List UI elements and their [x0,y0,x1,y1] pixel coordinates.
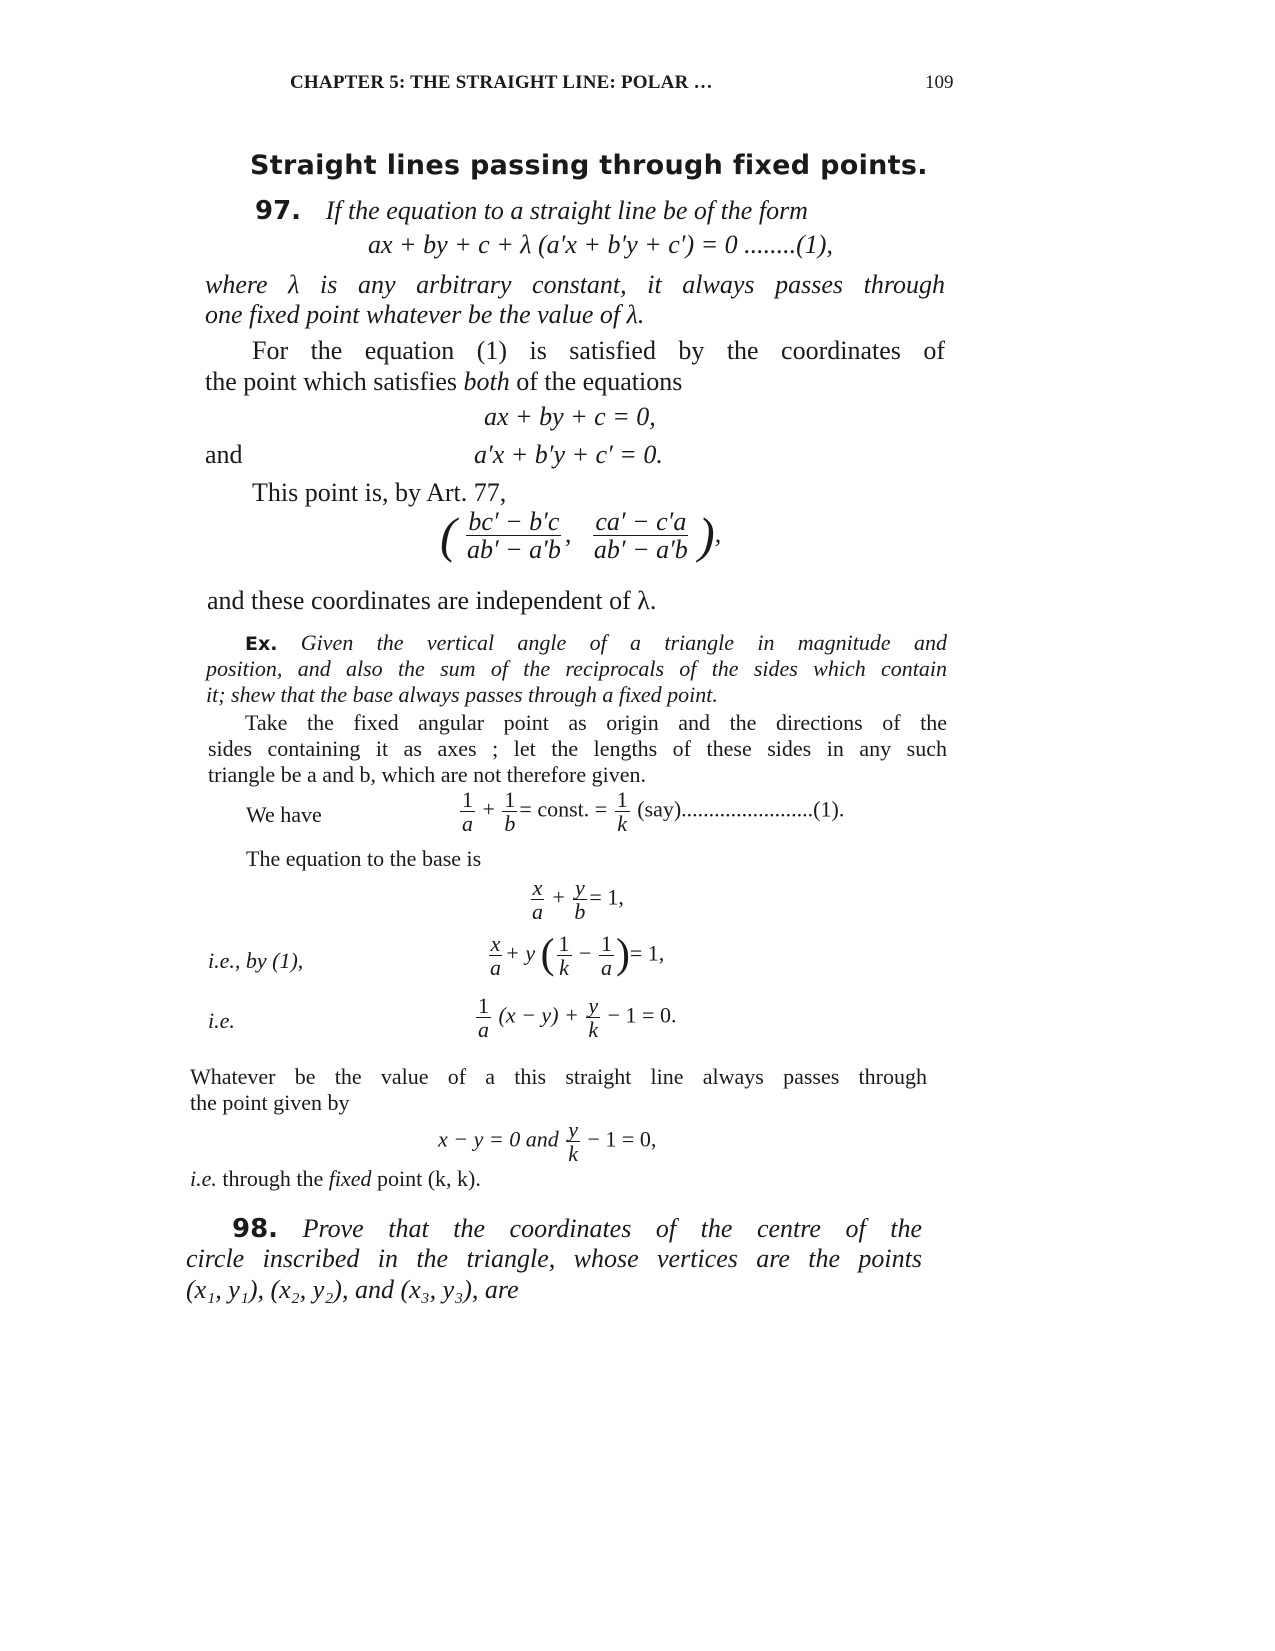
example-line3: it; shew that the base always passes through a fixed point. [206,682,718,707]
base-equation-intro: The equation to the base is [246,846,482,871]
example-line1 [245,630,947,656]
base-equation-3: $\frac{1}{a}$ (x − y) + $\frac{y}{k}$ − 1 = 0. [478,993,677,1043]
whatever-line1: Whatever be the value of a this straight line always passes through [190,1064,927,1089]
ie-by-1-label: i.e., by (1), [208,948,304,973]
art97-statement-line1 [255,196,808,226]
art97-statement-text1: If the equation to a straight line be of the form [325,196,808,225]
art98-line1 [232,1214,922,1244]
proof-text-both: both [463,367,510,396]
solution-line2: sides containing it as axes ; let the lengths of these sides in any such [208,736,947,761]
example-label: Ex. [245,633,278,655]
fixed-point-equations: x − y = 0 and $\frac{y}{k}$ − 1 = 0, [438,1117,657,1167]
solution-line1: Take the fixed angular point as origin and the directions of the [245,710,947,735]
art97-proof-line1: For the equation (1) is satisfied by the coordinates of [252,336,945,365]
example-line2: position, and also the sum of the reciprocals of the sides which contain [206,656,947,681]
running-head: CHAPTER 5: THE STRAIGHT LINE: POLAR … [290,72,713,93]
equation-a: ax + by + c = 0, [484,402,656,431]
art98-line2: circle inscribed in the triangle, whose vertices are the points [186,1244,922,1273]
point-text: This point is, by Art. 77, [252,478,507,507]
reciprocal-sum-equation: $\frac{1}{a}$ + $\frac{1}{b}$ = const. = $\frac{1}{k}$ (say)........................(1). [462,787,845,837]
intersection-point: ( $\frac{bc' - b'c}{ab' - a'b}$ , $\frac{ca' - c'a}{ab' - a'b}$ ), [440,507,722,565]
base-equation-1: $\frac{x}{a}$ + $\frac{y}{b}$ = 1, [532,875,624,925]
art98-number: 98. [232,1214,279,1244]
fraction-y: $\frac{ca' - c'a}{ab' - a'b}$ [593,507,688,565]
solution-line3: triangle be a and b, which are not therefore given. [208,762,646,787]
we-have-label: We have [246,802,322,827]
proof-text-c: of the equations [509,367,683,396]
equation-b: a′x + b′y + c′ = 0. [474,440,663,469]
whatever-line2: the point given by [190,1090,350,1115]
base-equation-2: $\frac{x}{a}$ + y ( $\frac{1}{k}$ − $\frac{1}{a}$ )= 1, [490,931,665,981]
fixed-point-conclusion: i.e. through the fixed point (k, k). [190,1166,481,1191]
page-number: 109 [925,72,954,93]
art97-statement-line3: one fixed point whatever be the value of λ. [205,300,645,329]
art97-proof-line2 [205,367,682,397]
proof-text-a: the point which satisfies [205,367,464,396]
art97-equation: ax + by + c + λ (a′x + b′y + c′) = 0 ........(1), [368,230,833,259]
fraction-x: $\frac{bc' - b'c}{ab' - a'b}$ [466,507,561,565]
art97-conclusion: and these coordinates are independent of λ. [207,586,657,615]
section-heading: Straight lines passing through fixed points. [250,150,928,181]
art97-statement-line2: where λ is any arbitrary constant, it always passes through [205,270,945,299]
art98-text1: Prove that the coordinates of the centre of the [302,1214,922,1243]
art98-line3: (x₁, y₁), (x₂, y₂), and (x₃, y₃), are [186,1275,519,1304]
and-word: and [205,440,243,469]
ie-label: i.e. [208,1008,235,1033]
art97-number: 97. [255,196,302,226]
example-text1: Given the vertical angle of a triangle in magnitude and [300,630,948,655]
